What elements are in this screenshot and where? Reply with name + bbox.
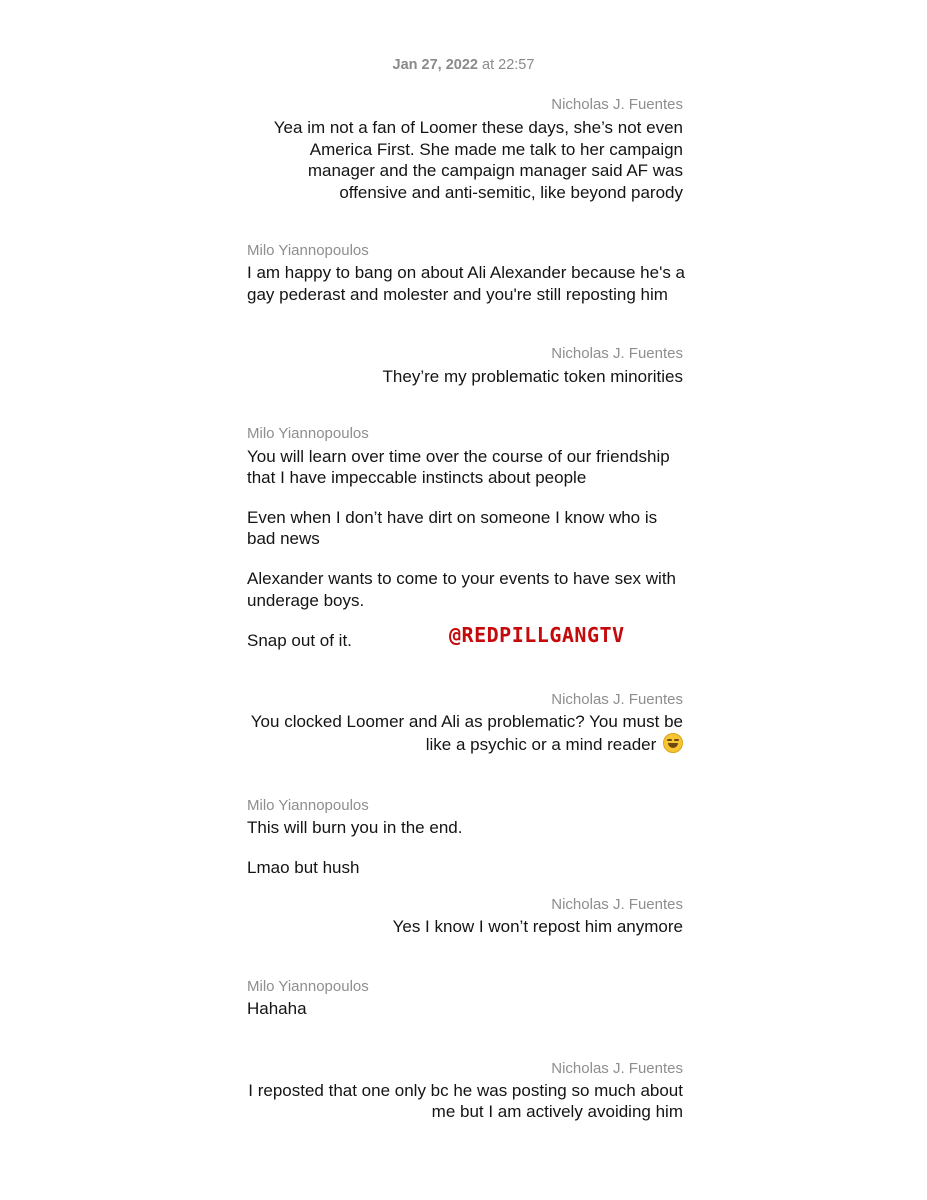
message-line: me but I am actively avoiding him	[431, 1102, 683, 1121]
sender-name: Nicholas J. Fuentes	[551, 896, 683, 913]
message-line: bad news	[247, 529, 320, 548]
message-line: This will burn you in the end.	[247, 818, 463, 837]
message-line: gay pederast and molester and you're still reposting him	[247, 285, 668, 304]
message-line: underage boys.	[247, 591, 365, 610]
message-line: Yea im not a fan of Loomer these days, she’s not even	[273, 118, 683, 137]
message-line: You will learn over time over the course of our friendship	[247, 447, 670, 466]
message-line: manager and the campaign manager said AF was	[307, 161, 683, 180]
sender-name: Milo Yiannopoulos	[247, 797, 369, 814]
sender-name: Nicholas J. Fuentes	[551, 345, 683, 362]
message-line: Even when I don’t have dirt on someone I know who is	[247, 508, 658, 527]
sender-name: Milo Yiannopoulos	[247, 425, 369, 442]
message-line: Hahaha	[247, 999, 307, 1018]
message-line: Yes I know I won’t repost him anymore	[392, 917, 683, 936]
sender-name: Milo Yiannopoulos	[247, 242, 369, 259]
message-line: America First. She made me talk to her campaign	[309, 140, 683, 159]
message-line: Snap out of it.	[247, 631, 352, 650]
message-line: like a psychic or a mind reader	[426, 733, 683, 756]
sender-name: Nicholas J. Fuentes	[551, 691, 683, 708]
sender-name: Nicholas J. Fuentes	[551, 1060, 683, 1077]
message-line: You clocked Loomer and Ali as problematic? You must be	[250, 712, 683, 731]
message-line: Alexander wants to come to your events to have sex with	[247, 569, 677, 588]
conversation-date: Jan 27, 2022 at 22:57	[392, 57, 535, 73]
message-line: I reposted that one only bc he was posting so much about	[248, 1081, 683, 1100]
tears-of-joy-emoji-icon	[663, 733, 683, 753]
message-line: They’re my problematic token minorities	[382, 367, 683, 386]
sender-name: Nicholas J. Fuentes	[551, 96, 683, 113]
watermark: @REDPILLGANGTV	[449, 623, 625, 647]
message-line: offensive and anti-semitic, like beyond parody	[339, 183, 683, 202]
message-line: that I have impeccable instincts about people	[247, 468, 587, 487]
sender-name: Milo Yiannopoulos	[247, 978, 369, 995]
message-line: Lmao but hush	[247, 858, 360, 877]
message-line: I am happy to bang on about Ali Alexander because he's a	[247, 263, 686, 282]
